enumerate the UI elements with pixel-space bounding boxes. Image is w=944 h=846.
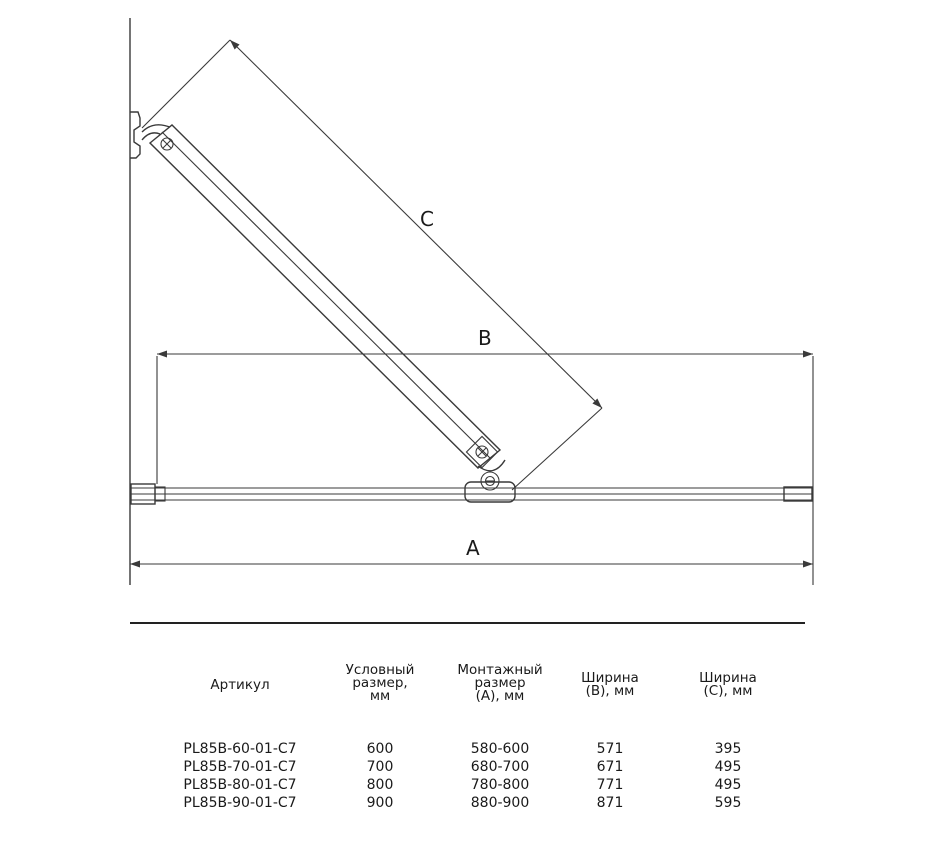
cell-width-b: 671: [596, 759, 624, 775]
header-nominal-size: Условный размер, мм: [345, 662, 415, 704]
dimension-b-label: B: [478, 326, 492, 350]
right-end-profile: [784, 356, 813, 585]
cell-width-c: 495: [714, 759, 742, 775]
header-mounting-size: Монтажный размер (А), мм: [457, 662, 543, 704]
dimension-a: [130, 536, 813, 564]
cell-width-b: 771: [596, 777, 624, 793]
dimension-c: [142, 40, 602, 490]
cell-mounting-size: 580-600: [470, 741, 530, 757]
fixed-glass-panel: [130, 488, 813, 500]
cell-width-b: 571: [596, 741, 624, 757]
cell-nominal-size: 900: [366, 795, 394, 811]
cell-width-c: 595: [714, 795, 742, 811]
cell-width-c: 495: [714, 777, 742, 793]
cell-mounting-size: 680-700: [470, 759, 530, 775]
cell-article: PL85B-90-01-C7: [183, 795, 297, 811]
cell-nominal-size: 700: [366, 759, 394, 775]
swing-door-panel: [150, 125, 505, 471]
cell-article: PL85B-60-01-C7: [183, 741, 297, 757]
cell-width-c: 395: [714, 741, 742, 757]
dimension-a-label: A: [466, 536, 480, 560]
cell-nominal-size: 600: [366, 741, 394, 757]
cell-mounting-size: 880-900: [470, 795, 530, 811]
dimension-b: [157, 326, 813, 354]
header-article: Артикул: [210, 677, 270, 693]
header-width-b: Ширина (В), мм: [581, 670, 639, 699]
cell-mounting-size: 780-800: [470, 777, 530, 793]
wall-hinge-bracket: [130, 112, 140, 158]
cell-width-b: 871: [596, 795, 624, 811]
cell-nominal-size: 800: [366, 777, 394, 793]
left-wall-profile: [131, 356, 165, 504]
header-width-c: Ширина (С), мм: [699, 670, 757, 699]
cell-article: PL85B-70-01-C7: [183, 759, 297, 775]
cell-article: PL85B-80-01-C7: [183, 777, 297, 793]
dimension-c-label: C: [420, 207, 434, 231]
center-hinge: [465, 472, 515, 502]
section-divider: [130, 622, 805, 624]
